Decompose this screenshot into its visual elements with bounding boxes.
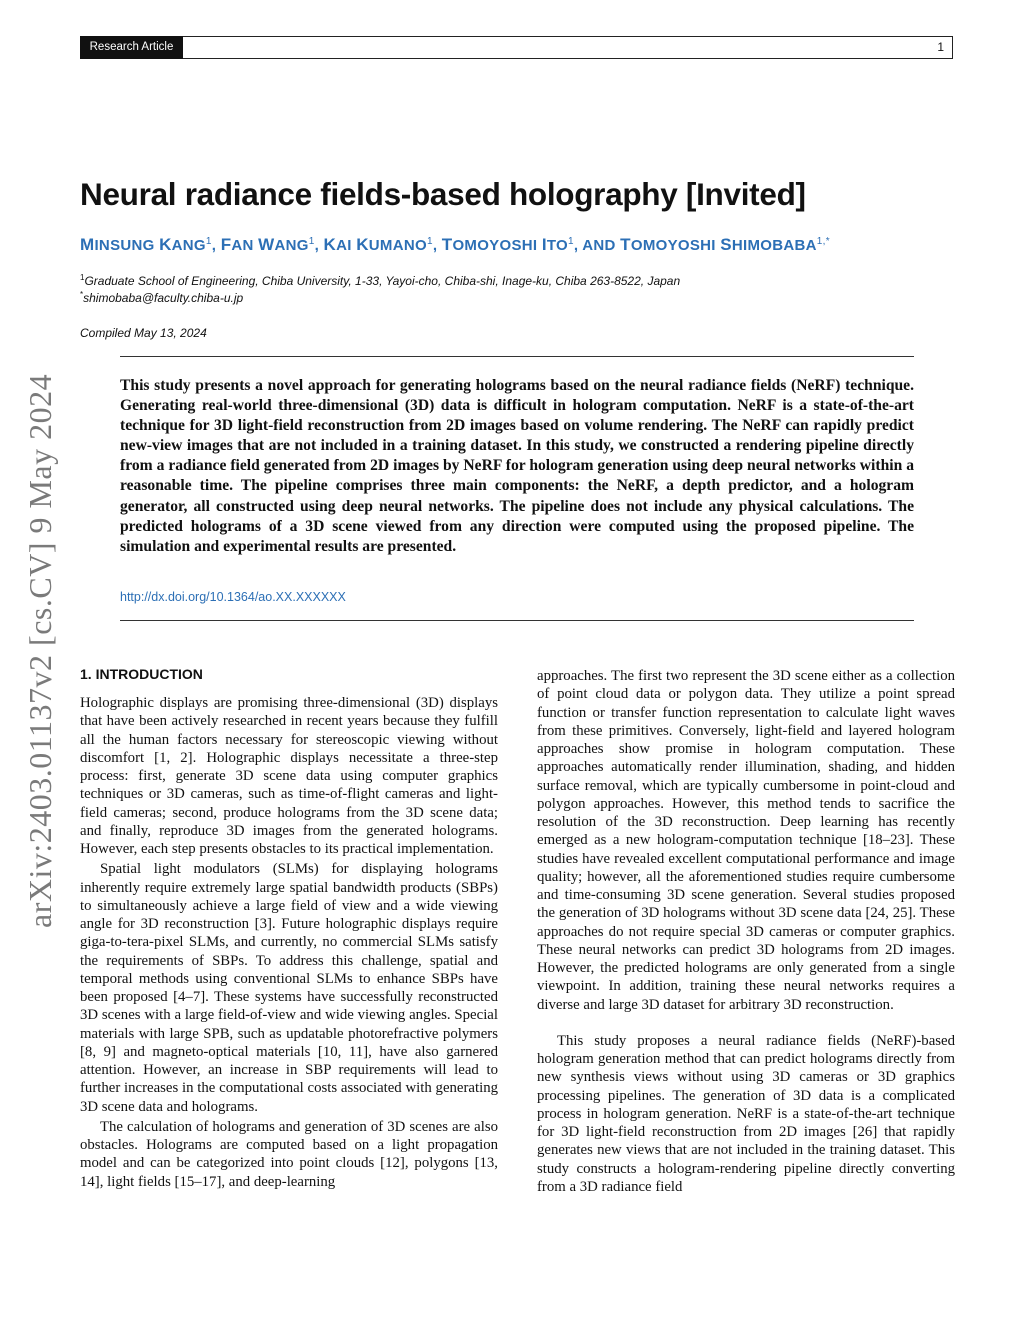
affiliation: $^1$Graduate School of Engineering, Chiba University, 1-33, Yayoi-cho, Chiba-shi, Inage-ku, Chiba 263-8522, Japan [80,273,681,288]
author-and: AND [582,237,616,254]
abstract-top-rule [120,356,914,357]
paper-title: Neural radiance fields-based holography [Invited] [80,176,806,212]
paragraph: This study proposes a neural radiance fields (NeRF)-based hologram generation method that can predict holograms directly from new synthesis views without using 3D cameras or 3D graphics processing pipelines. The generation of 3D data is a complicated process in hologram generation. NeRF is a state-of-the-art technique for 3D light-field reconstruction from 2D images [26] that rapidly generates new views that are not included in the training dataset. This study constructs a hologram-rendering pipeline directly converting from a 3D radiance field [537,1032,955,1195]
author-name: MINSUNG KANG$^1$ [80,235,212,254]
page-number: 1 [937,40,944,54]
doi-link[interactable]: http://dx.doi.org/10.1364/ao.XX.XXXXXX [120,590,346,604]
author-name: TOMOYOSHI $SHIMOBABA^{1,*}$ [620,235,830,254]
paragraph: Spatial light modulators (SLMs) for displaying holograms inherently require extremely large spatial bandwidth products (SBPs) to simultaneously achieve a large field of view and a wide viewing angle for 3D reconstruction [3]. Future holographic displays require giga-to-tera-pixel SLMs, and currently, no commercial SLMs satisfy the requirements of SBPs. To address this challenge, spatial and temporal methods using conventional SLMs to enhance SBPs have been proposed [4–7]. These systems have successfully reconstructed 3D scenes with a large field-of-view and wide viewing angles. Special materials with large SPB, such as updatable photorefractive polymers [8, 9] and magneto-optical materials [10, 11], have also garnered attention. However, an increase in SBP requirements will lead to further increases in the computational costs associated with generating 3D scene data and holograms. [80,861,498,1115]
paragraph: The calculation of holograms and generation of 3D scenes are also obstacles. Holograms are computed based on a light propagation model and can be categorized into point clouds [12], polygons [13, 14], light fields [15–17], and deep-learning [80,1118,498,1190]
section-heading: 1. INTRODUCTION [80,666,203,682]
running-header [80,36,953,59]
left-column [80,694,498,1191]
article-type-tag: Research Article [80,36,183,59]
compiled-date: Compiled May 13, 2024 [80,326,207,340]
author-name: TOMOYOSHI ITO$^1$ [441,235,574,254]
paragraph: approaches. The first two represent the 3D scene either as a collection of point cloud data or polygon data. They utilize a point spread function or transfer function representation to calculate light waves from these primitives. Conversely, light-field and layered hologram approaches show promise in hologram computation. These approaches automatically render illumination, shading, and hidden surface removal, which are typically cumbersome in point-cloud and polygon approaches. However, this method tends to sacrifice the resolution of the 3D reconstruction. Deep learning has recently emerged as a new hologram-computation technique [18–23]. These studies have revealed excellent computational performance and image quality; however, all the aforementioned studies require cumbersome and time-consuming 3D scene generation. Several studies proposed the generation of 3D holograms without 3D scene data [24, 25]. These approaches do not require special 3D cameras or computer graphics. These neural networks can predict 3D holograms from 2D images. However, the predicted holograms are only generated from a single viewpoint. In addition, training these neural networks requires a diverse and large 3D dataset for arbitrary 3D reconstruction. [537,668,955,1013]
author-list: MINSUNG KANG$^1$, FAN WANG$^1$, KAI KUMANO$^1$, TOMOYOSHI ITO$^1$, AND TOMOYOSHI $SHIMOBABA^{1,*}$ [80,235,830,254]
abstract-bottom-rule [120,620,914,621]
correspondence-email: *shimobaba@faculty.chiba-u.jp [80,290,244,305]
author-name: FAN WANG$^1$ [220,235,315,254]
paragraph: Holographic displays are promising three-dimensional (3D) displays that have been actively researched in recent years because they fulfill all the human factors necessary for stereoscopic viewing without discomfort [1, 2]. Holographic displays necessitate a three-step process: first, generate 3D scene data using computer graphics techniques or 3D cameras, such as time-of-flight cameras and light-field cameras; second, produce holograms from the 3D scene data; and finally, reproduce 3D images from the generated holograms. However, each step presents obstacles to its practical implementation. [80,695,498,857]
abstract: This study presents a novel approach for generating holograms based on the neural radiance fields (NeRF) technique. Generating real-world three-dimensional (3D) data is difficult in hologram computation. NeRF is a state-of-the-art technique for 3D light-field reconstruction from 2D images based on volume rendering. The NeRF can rapidly predict new-view images that are not included in a training dataset. In this study, we constructed a rendering pipeline directly from a radiance field generated from 2D images by NeRF for hologram generation using deep neural networks within a reasonable time. The pipeline comprises three main components: the NeRF, a depth predictor, and a hologram generator, all constructed using deep neural networks. The pipeline does not include any physical calculations. The predicted holograms of a 3D scene viewed from any direction were computed using the proposed pipeline. The simulation and experimental results are presented. [120,377,914,555]
author-name: KAI KUMANO$^1$ [323,235,433,254]
arxiv-side-stamp: arXiv:2403.01137v2 [cs.CV] 9 May 2024 [22,373,58,928]
right-column [537,667,955,1196]
